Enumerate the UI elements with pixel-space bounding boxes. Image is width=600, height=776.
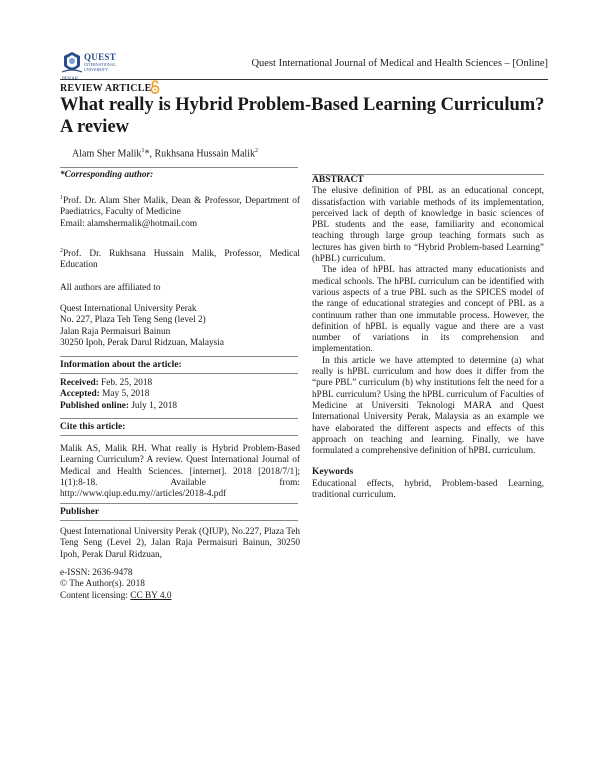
corresponding-label: *Corresponding author: — [60, 170, 154, 180]
open-access-icon — [150, 80, 160, 94]
author-1: Alam Sher Malik — [72, 148, 142, 160]
publisher-address: Quest International University Perak (QIUP), No.227, Plaza Teh Teng Seng (Level 2), Jalan Raja Permaisuri Bainun, 30250 Ipoh, Perak Darul Ridzuan, — [60, 527, 300, 560]
author-2: Rukhsana Hussain Malik — [154, 148, 255, 160]
divider — [60, 356, 298, 357]
cite-heading: Cite this article: — [60, 422, 126, 432]
license-info: e-ISSN: 2636-9478 © The Author(s). 2018 Content licensing: CC BY 4.0 — [60, 568, 300, 602]
article-dates: Received: Feb. 25, 2018 Accepted: May 5, 2018 Published online: July 1, 2018 — [60, 378, 178, 411]
keywords: Educational effects, hybrid, Problem-based Learning, traditional curriculum. — [312, 478, 544, 501]
license-link[interactable]: CC BY 4.0 — [130, 590, 172, 601]
publisher-heading: Publisher — [60, 507, 100, 517]
corresponding-mark: * — [144, 148, 150, 160]
journal-name: Quest International Journal of Medical and Health Sciences – [Online] — [251, 58, 548, 69]
divider — [60, 503, 298, 504]
abstract-paragraph: The idea of hPBL has attracted many educationists and medical schools. The hPBL curriculum can be identified with various aspects of a true PBL such as the SPICES model of the range of educational strategies and concept of PBL as a continuum rather than one immutable process. However, the definition of hPBL is equally vague and there are a vast number of variations in its comprehension and implementation. — [312, 265, 544, 355]
info-heading: Information about the article: — [60, 360, 182, 370]
citation: Malik AS, Malik RH. What really is Hybrid Problem-Based Learning Curriculum? A review. Quest International Journal of Medical and Health Sciences. [internet]. 2018 [2018/7/1]; 1(1):8-18. Available from: http://www.qiup.edu.my//articles/2018-4.pdf — [60, 444, 300, 500]
divider — [60, 418, 298, 419]
keywords-heading: Keywords — [312, 467, 354, 478]
article-type: REVIEW ARTICLE — [60, 83, 152, 94]
abstract-heading: ABSTRACT — [312, 175, 364, 185]
copyright: © The Author(s). 2018 — [60, 579, 145, 590]
quest-logo — [60, 46, 138, 86]
abstract-paragraph: In this article we have attempted to determine (a) what really is hPBL curriculum and how does it differ from the “pure PBL” curriculum (b) why institutions felt the need for a hPBL curriculum? Using the hPBL curriculum of Faculties of Medicine at Universiti Teknologi MARA and Quest International University Perak, Malaysia as an example we have elaborated the different aspects and effects of this approach on teaching and learning. Finally, we have formulated a comprehensive definition of hPBL curriculum. — [312, 355, 544, 457]
divider — [60, 435, 298, 436]
logo-sub-text: INTERNATIONAL UNIVERSITY — [84, 62, 116, 72]
header-divider — [60, 79, 548, 80]
author-line: Alam Sher Malik$^1$*, Rukhsana Hussain Malik$^2$ — [72, 148, 258, 160]
abstract-section — [312, 175, 544, 501]
divider — [60, 167, 298, 168]
address: Quest International University Perak No. 227, Plaza Teh Teng Seng (level 2) Jalan Raja Permaisuri Bainun 30250 Ipoh, Perak Darul Ridzuan, Malaysia — [60, 304, 224, 348]
logo-location: PERAK — [62, 77, 79, 82]
logo-main-text: QUEST — [84, 52, 117, 62]
affiliation-2: $^2$Prof. Dr. Rukhsana Hussain Malik, Professor, Medical Education — [60, 248, 300, 271]
author-2-sup: 2 — [254, 148, 258, 154]
divider — [60, 520, 298, 521]
divider — [60, 373, 298, 374]
eissn: e-ISSN: 2636-9478 — [60, 568, 133, 578]
all-affiliated: All authors are affiliated to — [60, 283, 161, 293]
email: Email: alamshermalik@hotmail.com — [60, 218, 198, 229]
affiliation-1: $^1$Prof. Dr. Alam Sher Malik, Dean & Professor, Department of Paediatrics, Faculty of Medicine Email: alamshermalik@hotmail.com — [60, 195, 300, 229]
abstract-paragraph: The elusive definition of PBL as an educational concept, dissatisfaction with variable methods of its implementation, perceived lack of depth of knowledge in basic sciences of PBL students and the ease, familiarity and economical teaching through large group teaching formats such as lectures has given birth to “Hybrid Problem-based Learning” (hPBL) curriculum. — [312, 186, 544, 265]
article-title: What really is Hybrid Problem-Based Learning Curriculum? A review — [60, 95, 545, 137]
author-1-sup: 1 — [141, 148, 145, 154]
